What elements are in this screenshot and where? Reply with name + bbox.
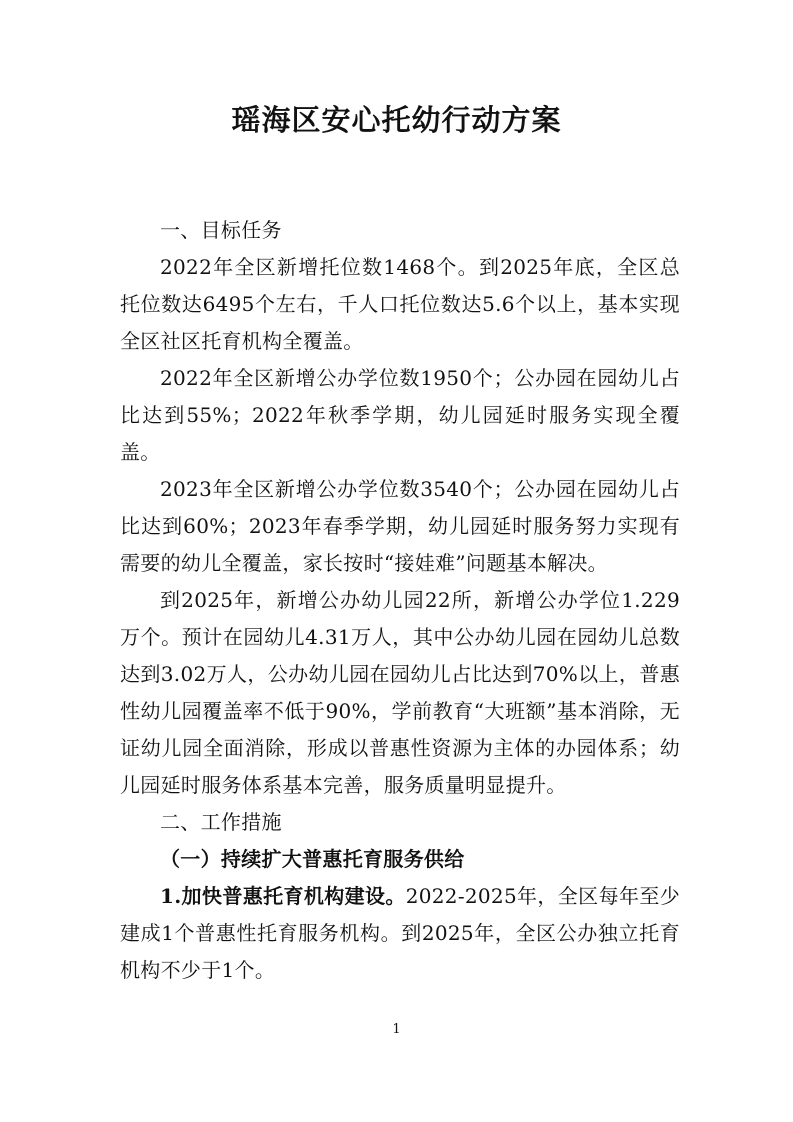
section-heading-measures: 二、工作措施: [160, 810, 282, 834]
paragraph-lead-text: 1.加快普惠托育机构建设。: [160, 884, 406, 908]
paragraph-childcare-targets: 2022年全区新增托位数1468个。到2025年底，全区总托位数达6495个左右，千人口托位数达5.6个以上，基本实现全区社区托育机构全覆盖。: [120, 255, 680, 353]
document-body: [120, 212, 680, 989]
paragraph-2025-targets: 到2025年，新增公办幼儿园22所，新增公办学位1.229万个。预计在园幼儿4.31万人，其中公办幼儿园在园幼儿总数达到3.02万人，公办幼儿园在园幼儿占比达到70%以上，普惠性幼儿园覆盖率不低于90%，学前教育“大班额”基本消除，无证幼儿园全面消除，形成以普惠性资源为主体的办园体系；幼儿园延时服务体系基本完善，服务质量明显提升。: [120, 588, 680, 797]
paragraph-2022-targets: 2022年全区新增公办学位数1950个；公办园在园幼儿占比达到55%；2022年秋季学期，幼儿园延时服务实现全覆盖。: [120, 366, 680, 464]
subsection-heading-supply: （一）持续扩大普惠托育服务供给: [160, 847, 465, 871]
paragraph-body-text: 2022-2025年，全区每年至少建成1个普惠性托育服务机构。到2025年，全区公办独立托育机构不少于1个。: [120, 884, 680, 982]
paragraph-2023-targets: 2023年全区新增公办学位数3540个；公办园在园幼儿占比达到60%；2023年春季学期，幼儿园延时服务努力实现有需要的幼儿全覆盖，家长按时“接娃难”问题基本解决。: [120, 477, 680, 575]
page-number: 1: [392, 1022, 401, 1037]
document-title: 瑶海区安心托幼行动方案: [231, 103, 562, 137]
paragraph-institution-construction: [120, 878, 680, 989]
section-heading-goals: 一、目标任务: [160, 218, 282, 242]
